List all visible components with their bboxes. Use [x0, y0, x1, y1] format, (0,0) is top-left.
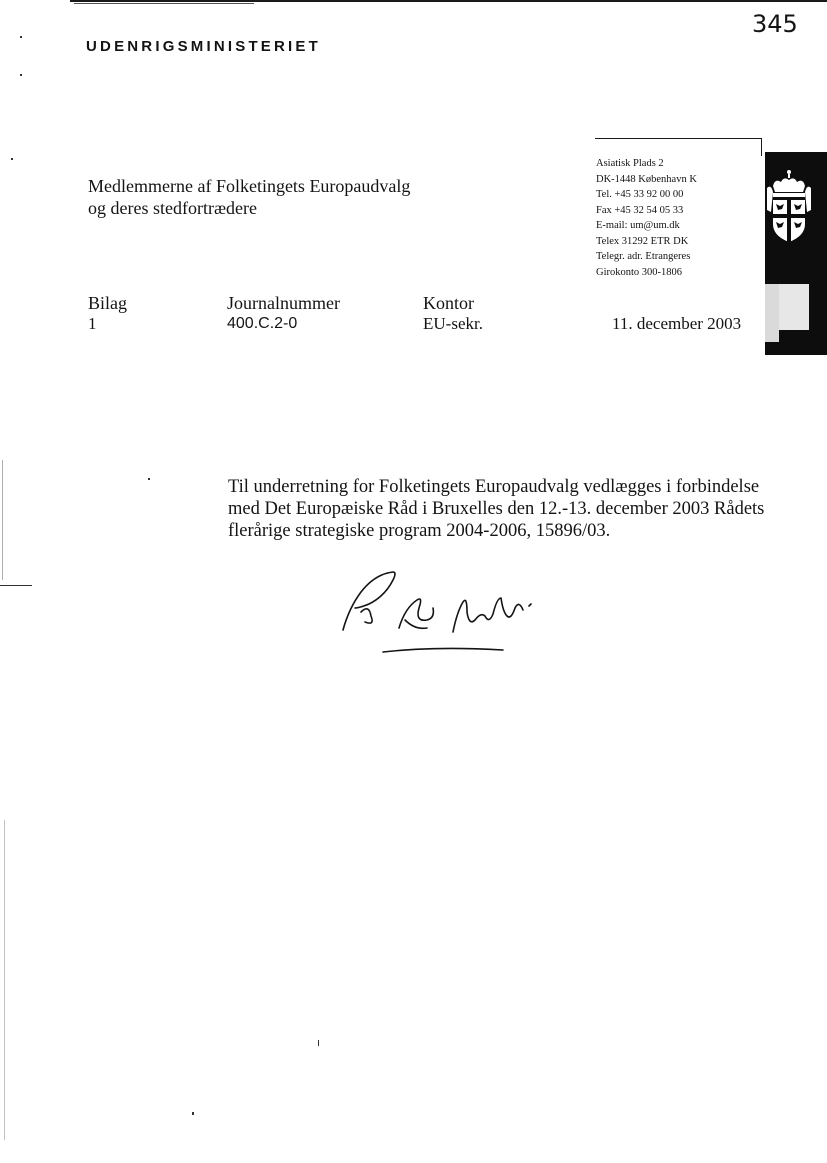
recipient-line-2: og deres stedfortrædere	[88, 198, 257, 218]
address-line: Tel. +45 33 92 00 00	[596, 189, 684, 200]
crest-panel	[765, 152, 827, 355]
top-rule-secondary	[74, 3, 254, 4]
address-block	[596, 156, 761, 280]
address-rule	[595, 138, 761, 139]
handwritten-signature	[335, 568, 555, 658]
scan-mark	[11, 158, 13, 160]
scan-mark	[318, 1040, 319, 1046]
recipient-line-1: Medlemmerne af Folketingets Europaudvalg	[88, 176, 411, 196]
royal-crest-icon	[765, 152, 827, 355]
address-line: Asiatisk Plads 2	[596, 158, 664, 169]
address-line: Girokonto 300-1806	[596, 266, 683, 278]
scan-mark	[192, 1112, 194, 1115]
scan-mark	[4, 820, 5, 1140]
recipient-block	[88, 175, 468, 219]
scan-mark	[148, 478, 150, 480]
kontor-value: EU-sekr.	[423, 314, 483, 333]
scan-mark	[20, 36, 22, 38]
bilag-value: 1	[88, 314, 97, 333]
address-line: Telegr. adr. Etrangeres	[596, 251, 691, 262]
address-line: Fax +45 32 54 05 33	[596, 204, 684, 216]
top-rule	[70, 0, 827, 2]
address-line: E-mail: um@um.dk	[596, 220, 680, 231]
address-rule-end	[761, 138, 762, 156]
address-line: Telex 31292 ETR DK	[596, 235, 689, 247]
address-line: DK-1448 København K	[596, 173, 697, 185]
body-paragraph: Til underretning for Folketingets Europaudvalg vedlægges i forbindelse med Det Europæiske Råd i Bruxelles den 12.-13. december 2003 Rådets flerårige strategiske program 2004-2006, 15896/03.	[228, 477, 765, 541]
journal-label: Journalnummer	[227, 293, 340, 313]
scan-mark	[20, 74, 22, 76]
scan-mark	[2, 460, 3, 580]
scan-mark	[0, 585, 32, 586]
letter-date: 11. december 2003	[612, 314, 742, 333]
bilag-label: Bilag	[88, 293, 127, 313]
journal-value: 400.C.2-0	[227, 315, 298, 332]
kontor-label: Kontor	[423, 293, 474, 313]
ministry-letterhead: UDENRIGSMINISTERIET	[86, 38, 321, 55]
handwritten-page-number: 345	[752, 10, 798, 38]
